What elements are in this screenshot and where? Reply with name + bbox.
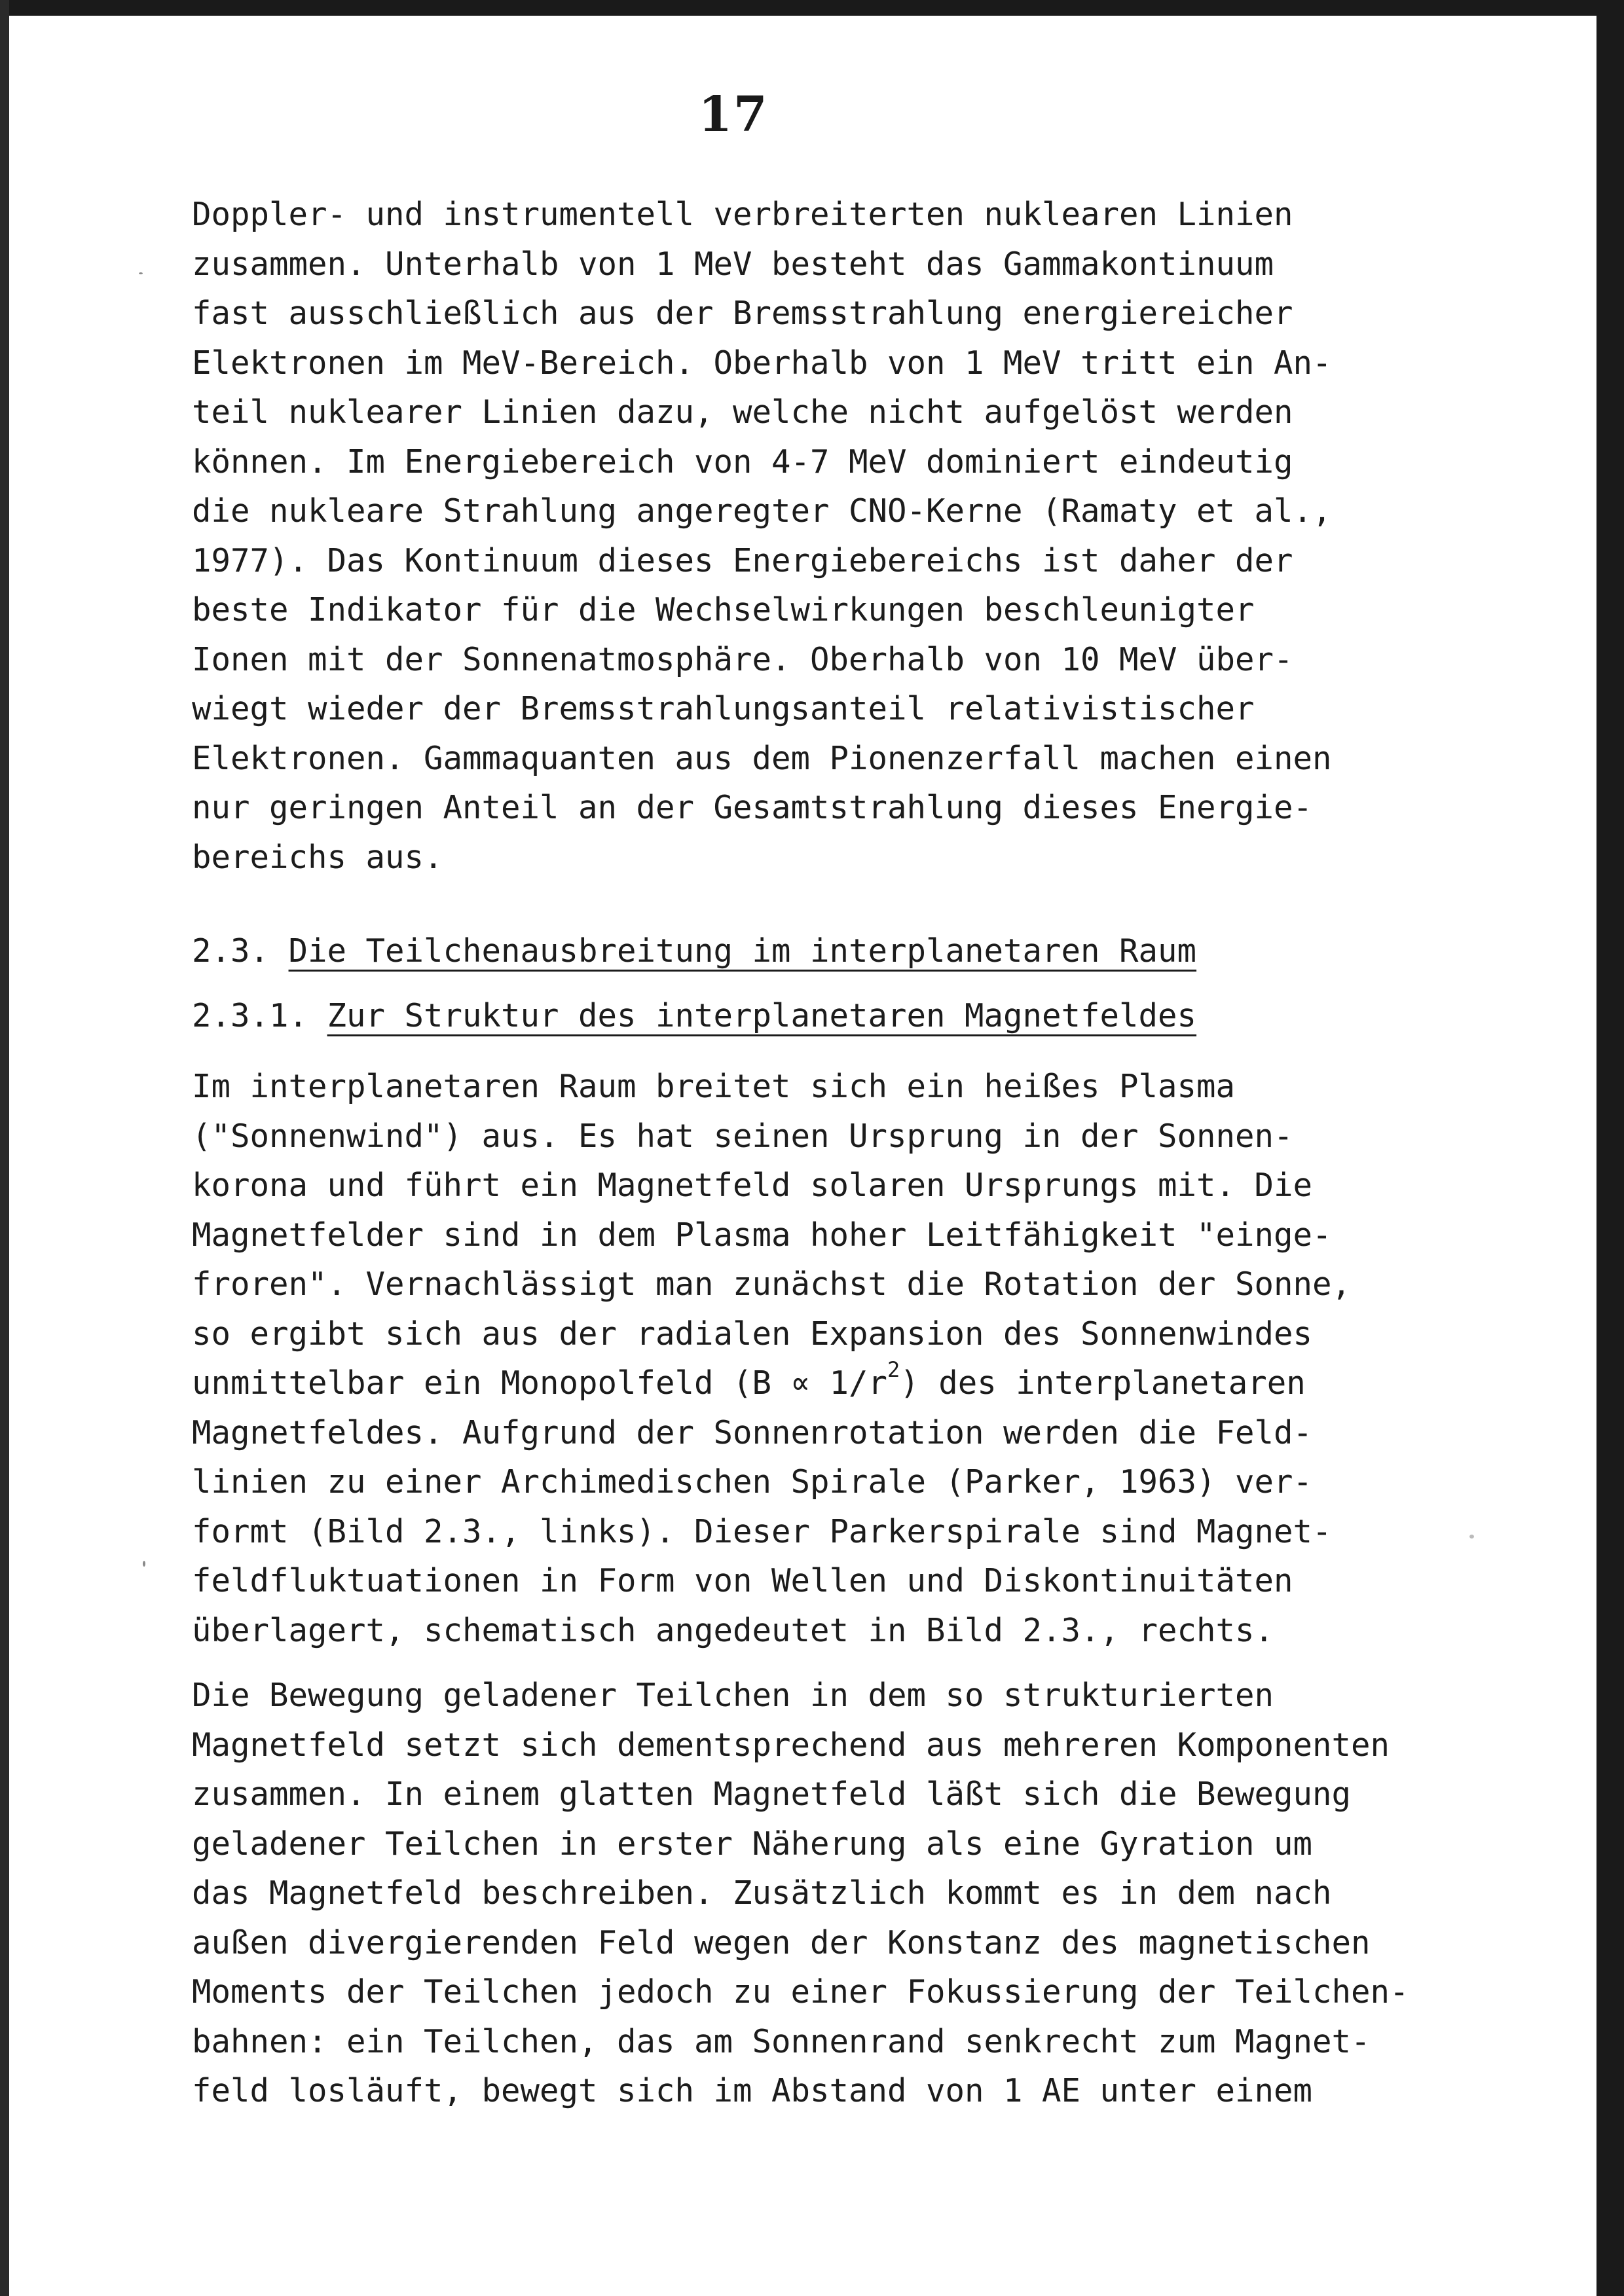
text-line: feld losläuft, bewegt sich im Abstand von 1 AE unter einem [192,2072,1313,2109]
text-line: korona und führt ein Magnetfeld solaren Ursprungs mit. Die [192,1167,1313,1204]
text-line: bereichs aus. [192,838,443,876]
text-line: bahnen: ein Teilchen, das am Sonnenrand senkrecht zum Magnet- [192,2022,1371,2060]
scan-speck [139,272,143,274]
section-number: 2.3. [192,932,270,970]
text-line: Elektronen im MeV-Bereich. Oberhalb von 1 MeV tritt ein An- [192,344,1332,382]
page-number: 17 [698,86,769,143]
text-line: Ionen mit der Sonnenatmosphäre. Oberhalb von 10 MeV über- [192,640,1293,678]
text-line: können. Im Energiebereich von 4-7 MeV dominiert eindeutig [192,443,1293,481]
subsection-title: Zur Struktur des interplanetaren Magnetfeldes [327,997,1197,1034]
paragraph-2 [192,1062,1462,1655]
text-line: Moments der Teilchen jedoch zu einer Fokussierung der Teilchen- [192,1973,1409,2011]
text-line: überlagert, schematisch angedeutet in Bild 2.3., rechts. [192,1611,1274,1649]
paragraph-1 [192,190,1462,882]
formula-line [192,1358,1462,1408]
formula-text-before: unmittelbar ein Monopolfeld (B ∝ 1/r [192,1364,888,1402]
scan-speck [1469,1535,1474,1539]
text-line: so ergibt sich aus der radialen Expansion des Sonnenwindes [192,1315,1313,1353]
text-line: Elektronen. Gammaquanten aus dem Pionenzerfall machen einen [192,739,1332,777]
text-line: beste Indikator für die Wechselwirkungen beschleunigter [192,591,1255,629]
text-line: geladener Teilchen in erster Näherung als eine Gyration um [192,1825,1313,1863]
section-title: Die Teilchenausbreitung im interplanetaren Raum [288,932,1197,970]
text-line: nur geringen Anteil an der Gesamtstrahlung dieses Energie- [192,789,1313,826]
text-line: Doppler- und instrumentell verbreiterten nuklearen Linien [192,196,1293,233]
text-line: zusammen. Unterhalb von 1 MeV besteht das Gammakontinuum [192,245,1274,283]
section-heading-2-3 [192,932,1196,970]
subsection-number: 2.3.1. [192,997,308,1034]
text-line: froren". Vernachlässigt man zunächst die Rotation der Sonne, [192,1266,1352,1303]
text-line: fast ausschließlich aus der Bremsstrahlung energiereicher [192,295,1293,332]
text-line: feldfluktuationen in Form von Wellen und Diskontinuitäten [192,1562,1293,1599]
text-line: linien zu einer Archimedischen Spirale (Parker, 1963) ver- [192,1463,1313,1501]
text-line: Magnetfeldes. Aufgrund der Sonnenrotation werden die Feld- [192,1413,1313,1451]
text-line: Magnetfeld setzt sich dementsprechend aus mehreren Komponenten [192,1726,1390,1764]
text-line: wiegt wieder der Bremsstrahlungsanteil relativistischer [192,690,1255,727]
subsection-heading-2-3-1 [192,997,1196,1034]
formula-text-after: ) des interplanetaren [900,1364,1306,1402]
text-line: das Magnetfeld beschreiben. Zusätzlich kommt es in dem nach [192,1874,1332,1912]
text-line: die nukleare Strahlung angeregter CNO-Kerne (Ramaty et al., [192,492,1332,530]
formula-superscript: 2 [887,1357,900,1382]
text-line: ("Sonnenwind") aus. Es hat seinen Ursprung in der Sonnen- [192,1117,1293,1155]
text-line: Magnetfelder sind in dem Plasma hoher Leitfähigkeit "einge- [192,1216,1332,1254]
text-line: zusammen. In einem glatten Magnetfeld läßt sich die Bewegung [192,1776,1352,1813]
paragraph-3 [192,1671,1462,2116]
text-line: Die Bewegung geladener Teilchen in dem so strukturierten [192,1677,1274,1714]
text-line: teil nuklearer Linien dazu, welche nicht aufgelöst werden [192,393,1293,431]
text-line: außen divergierenden Feld wegen der Konstanz des magnetischen [192,1923,1371,1961]
text-line: 1977). Das Kontinuum dieses Energiebereichs ist daher der [192,541,1293,579]
scan-speck [143,1561,145,1567]
text-line: Im interplanetaren Raum breitet sich ein heißes Plasma [192,1068,1236,1105]
text-line: formt (Bild 2.3., links). Dieser Parkerspirale sind Magnet- [192,1512,1332,1550]
